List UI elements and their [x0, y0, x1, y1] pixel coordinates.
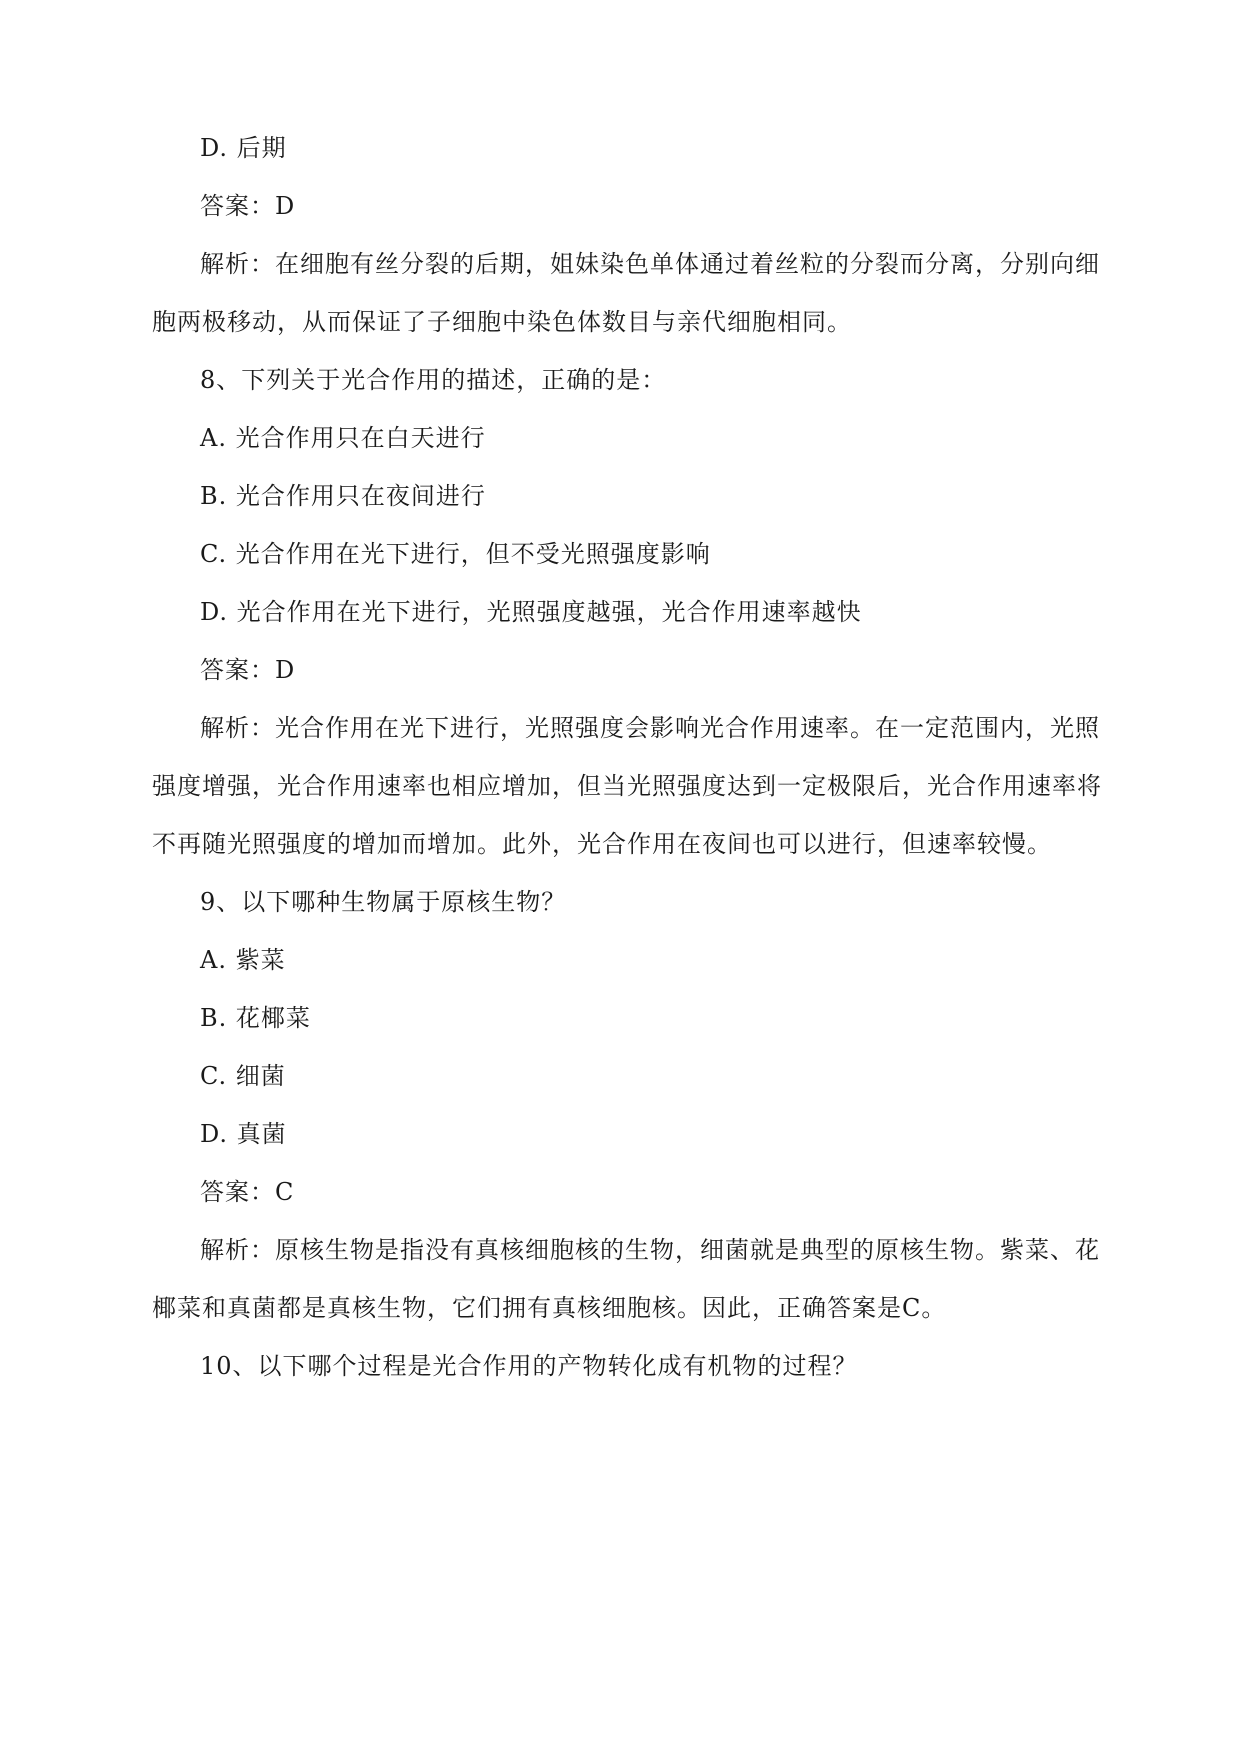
q7-explanation-line-2: 胞两极移动，从而保证了子细胞中染色体数目与亲代细胞相同。	[152, 308, 852, 336]
q7-option-d: D. 后期	[200, 134, 287, 162]
q9-option-b: B. 花椰菜	[200, 1004, 311, 1032]
q9-option-a: A. 紫菜	[200, 946, 286, 974]
q8-option-c: C. 光合作用在光下进行，但不受光照强度影响	[200, 540, 711, 568]
q9-explanation-line-1: 解析：原核生物是指没有真核细胞核的生物，细菌就是典型的原核生物。紫菜、花	[200, 1236, 1100, 1264]
q9-option-d: D. 真菌	[200, 1120, 287, 1148]
q9-explanation-line-2: 椰菜和真菌都是真核生物，它们拥有真核细胞核。因此，正确答案是C。	[152, 1294, 947, 1322]
q9-option-c: C. 细菌	[200, 1062, 286, 1090]
q9-question: 9、以下哪种生物属于原核生物？	[200, 888, 567, 916]
q10-question: 10、以下哪个过程是光合作用的产物转化成有机物的过程？	[200, 1352, 858, 1380]
q8-explanation-line-2: 强度增强，光合作用速率也相应增加，但当光照强度达到一定极限后，光合作用速率将	[152, 772, 1102, 800]
q8-option-a: A. 光合作用只在白天进行	[200, 424, 486, 452]
q8-option-d: D. 光合作用在光下进行，光照强度越强，光合作用速率越快	[200, 598, 862, 626]
q7-explanation-line-1: 解析：在细胞有丝分裂的后期，姐妹染色单体通过着丝粒的分裂而分离，分别向细	[200, 250, 1100, 278]
q9-answer: 答案：C	[200, 1178, 295, 1206]
q8-explanation-line-3: 不再随光照强度的增加而增加。此外，光合作用在夜间也可以进行，但速率较慢。	[152, 830, 1052, 858]
q8-answer: 答案：D	[200, 656, 296, 684]
q8-question: 8、下列关于光合作用的描述，正确的是：	[200, 366, 667, 394]
q8-explanation-line-1: 解析：光合作用在光下进行，光照强度会影响光合作用速率。在一定范围内，光照	[200, 714, 1100, 742]
q7-answer: 答案：D	[200, 192, 296, 220]
q8-option-b: B. 光合作用只在夜间进行	[200, 482, 486, 510]
